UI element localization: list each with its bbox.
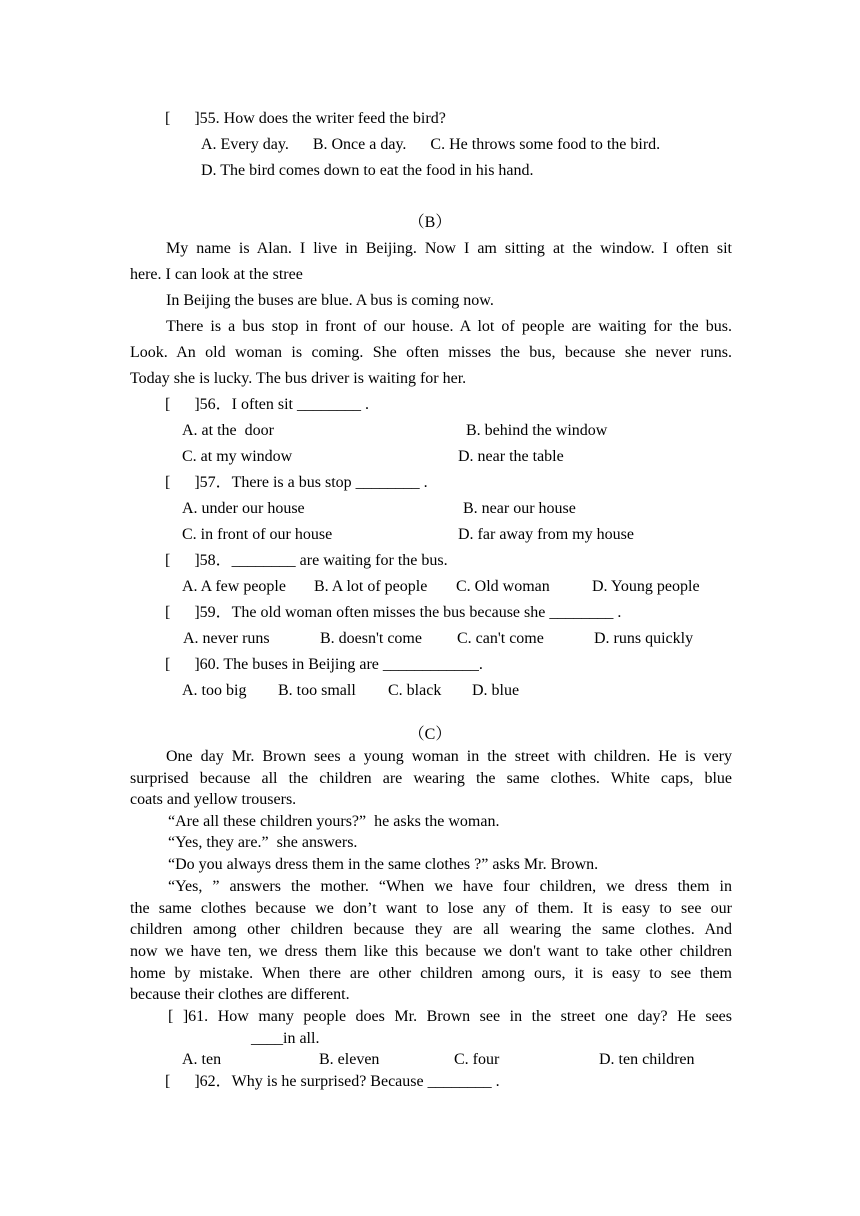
question-59-option-b: B. doesn't come — [320, 630, 422, 647]
question-56: [ ]56．I often sit ________ . — [165, 396, 369, 413]
question-61-option-d: D. ten children — [599, 1051, 695, 1068]
passage-b-line: There is a bus stop in front of our house. A lot of people are waiting for the bus. — [166, 318, 732, 335]
question-60-option-d: D. blue — [472, 682, 520, 699]
question-61: [ ]61. How many people does Mr. Brown see in the street one day? He sees — [168, 1008, 732, 1025]
question-60-option-b: B. too small — [278, 682, 356, 699]
passage-c-line: surprised because all the children are wearing the same clothes. White caps, blue — [130, 770, 732, 787]
passage-c-line: now we have ten, we dress them like this because we don't want to take other children — [130, 943, 732, 960]
question-60: [ ]60. The buses in Beijing are ____________. — [165, 656, 483, 673]
question-61-continued: ____in all. — [251, 1030, 320, 1047]
question-55: [ ]55. How does the writer feed the bird? — [165, 110, 446, 127]
question-56-option-d: D. near the table — [458, 448, 564, 465]
question-61-option-c: C. four — [454, 1051, 500, 1068]
passage-c-line: “Are all these children yours?” he asks the woman. — [168, 813, 500, 830]
passage-c-line: home by mistake. When there are other children among ours, it is easy to see them — [130, 965, 732, 982]
question-55-options-line-2: D. The bird comes down to eat the food in his hand. — [201, 162, 534, 179]
passage-c-line: coats and yellow trousers. — [130, 791, 297, 808]
passage-c-line: the same clothes because we don’t want to lose any of them. It is easy to see our — [130, 900, 732, 917]
question-58: [ ]58．________ are waiting for the bus. — [165, 552, 448, 569]
question-56-option-b: B. behind the window — [466, 422, 608, 439]
passage-c-line: children among other children because they are all wearing the same clothes. And — [130, 921, 732, 938]
passage-c-line: “Yes, they are.” she answers. — [168, 834, 358, 851]
question-56-option-a: A. at the door — [182, 422, 274, 439]
question-61-option-a: A. ten — [182, 1051, 222, 1068]
question-58-option-c: C. Old woman — [456, 578, 550, 595]
passage-b-line: In Beijing the buses are blue. A bus is coming now. — [166, 292, 494, 309]
question-59-option-a: A. never runs — [183, 630, 270, 647]
question-59-option-c: C. can't come — [457, 630, 544, 647]
passage-c-line: because their clothes are different. — [130, 986, 350, 1003]
passage-b-line: My name is Alan. I live in Beijing. Now I am sitting at the window. I often sit — [166, 240, 732, 257]
passage-c-line: One day Mr. Brown sees a young woman in the street with children. He is very — [166, 748, 732, 765]
passage-b-line: here. I can look at the stree — [130, 266, 303, 283]
question-57-option-b: B. near our house — [463, 500, 576, 517]
section-b-heading: （B） — [408, 214, 452, 231]
question-56-option-c: C. at my window — [182, 448, 293, 465]
question-58-option-d: D. Young people — [592, 578, 700, 595]
question-58-option-a: A. A few people — [182, 578, 286, 595]
question-57-option-a: A. under our house — [182, 500, 305, 517]
passage-b-line: Look. An old woman is coming. She often misses the bus, because she never runs. — [130, 344, 732, 361]
question-55-options-line-1: A. Every day. B. Once a day. C. He throws some food to the bird. — [201, 136, 661, 153]
question-57-option-d: D. far away from my house — [458, 526, 634, 543]
passage-b-line: Today she is lucky. The bus driver is waiting for her. — [130, 370, 467, 387]
question-59: [ ]59．The old woman often misses the bus because she ________ . — [165, 604, 622, 621]
passage-c-line: “Do you always dress them in the same clothes ?” asks Mr. Brown. — [168, 856, 599, 873]
question-57: [ ]57．There is a bus stop ________ . — [165, 474, 428, 491]
question-61-option-b: B. eleven — [319, 1051, 380, 1068]
section-c-heading: （C） — [408, 726, 452, 743]
question-60-option-c: C. black — [388, 682, 442, 699]
question-59-option-d: D. runs quickly — [594, 630, 694, 647]
question-60-option-a: A. too big — [182, 682, 247, 699]
passage-c-line: “Yes, ” answers the mother. “When we have four children, we dress them in — [168, 878, 732, 895]
question-62: [ ]62．Why is he surprised? Because ________ . — [165, 1073, 500, 1090]
question-57-option-c: C. in front of our house — [182, 526, 333, 543]
question-58-option-b: B. A lot of people — [314, 578, 428, 595]
